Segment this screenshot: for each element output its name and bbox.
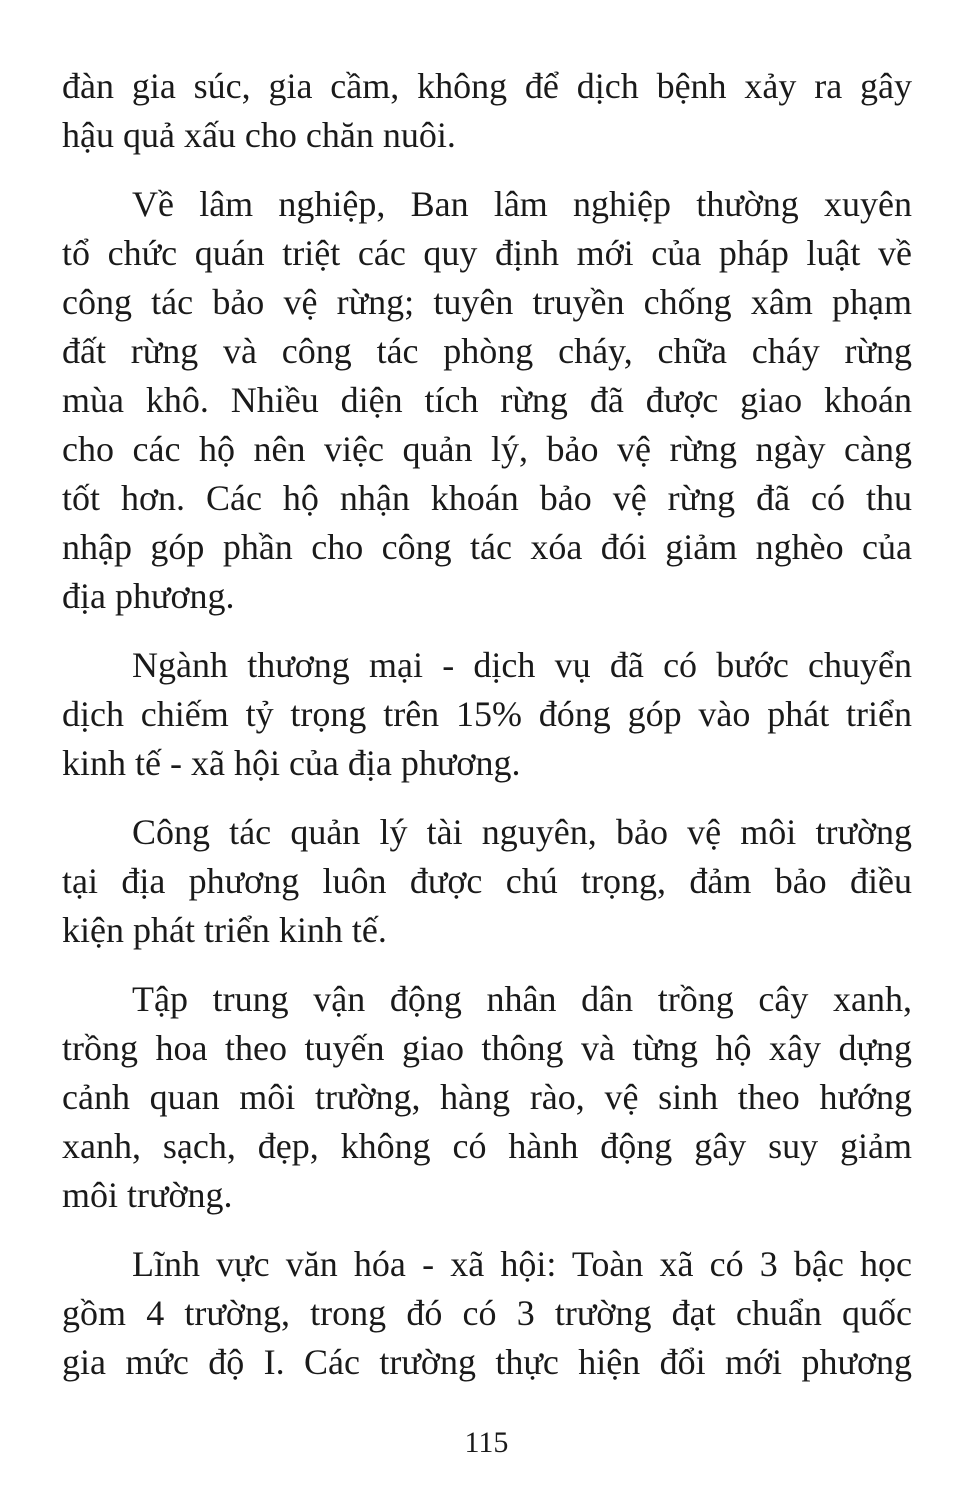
text-line: Tập trung vận động nhân dân trồng cây xanh,: [132, 979, 912, 1019]
text-line: gia mức độ I. Các trường thực hiện đổi mới phương: [62, 1342, 912, 1382]
text-line: tại địa phương luôn được chú trọng, đảm bảo điều: [62, 861, 912, 901]
text-line: tốt hơn. Các hộ nhận khoán bảo vệ rừng đã có thu: [62, 478, 912, 518]
text-line: địa phương.: [62, 576, 235, 616]
text-line: đàn gia súc, gia cầm, không để dịch bệnh xảy ra gây: [62, 66, 912, 106]
text-line: dịch chiếm tỷ trọng trên 15% đóng góp vào phát triển: [62, 694, 912, 734]
text-line: Ngành thương mại - dịch vụ đã có bước chuyển: [132, 645, 912, 685]
paragraph-resources: [62, 808, 912, 955]
text-line: môi trường.: [62, 1175, 233, 1215]
text-line: cảnh quan môi trường, hàng rào, vệ sinh theo hướng: [62, 1077, 912, 1117]
text-line: đất rừng và công tác phòng cháy, chữa cháy rừng: [62, 331, 912, 371]
text-line: Công tác quản lý tài nguyên, bảo vệ môi trường: [132, 812, 912, 852]
text-line: Lĩnh vực văn hóa - xã hội: Toàn xã có 3 bậc học: [132, 1244, 912, 1284]
text-line: nhập góp phần cho công tác xóa đói giảm nghèo của: [62, 527, 912, 567]
text-line: gồm 4 trường, trong đó có 3 trường đạt chuẩn quốc: [62, 1293, 912, 1333]
text-line: cho các hộ nên việc quản lý, bảo vệ rừng ngày càng: [62, 429, 912, 469]
text-line: kinh tế - xã hội của địa phương.: [62, 743, 521, 783]
text-line: trồng hoa theo tuyến giao thông và từng hộ xây dựng: [62, 1028, 912, 1068]
paragraph-forestry: [62, 180, 912, 621]
text-line: tổ chức quán triệt các quy định mới của pháp luật về: [62, 233, 912, 273]
text-line: xanh, sạch, đẹp, không có hành động gây suy giảm: [62, 1126, 912, 1166]
page-body: [62, 62, 912, 1407]
paragraph-culture-society: [62, 1240, 912, 1387]
text-line: kiện phát triển kinh tế.: [62, 910, 387, 950]
text-line: mùa khô. Nhiều diện tích rừng đã được giao khoán: [62, 380, 912, 420]
text-line: công tác bảo vệ rừng; tuyên truyền chống xâm phạm: [62, 282, 912, 322]
text-line: hậu quả xấu cho chăn nuôi.: [62, 115, 456, 155]
page-number: 115: [464, 1426, 509, 1459]
paragraph-commerce: [62, 641, 912, 788]
paragraph-livestock-continued: [62, 62, 912, 160]
paragraph-greening: [62, 975, 912, 1220]
text-line: Về lâm nghiệp, Ban lâm nghiệp thường xuyên: [132, 184, 912, 224]
